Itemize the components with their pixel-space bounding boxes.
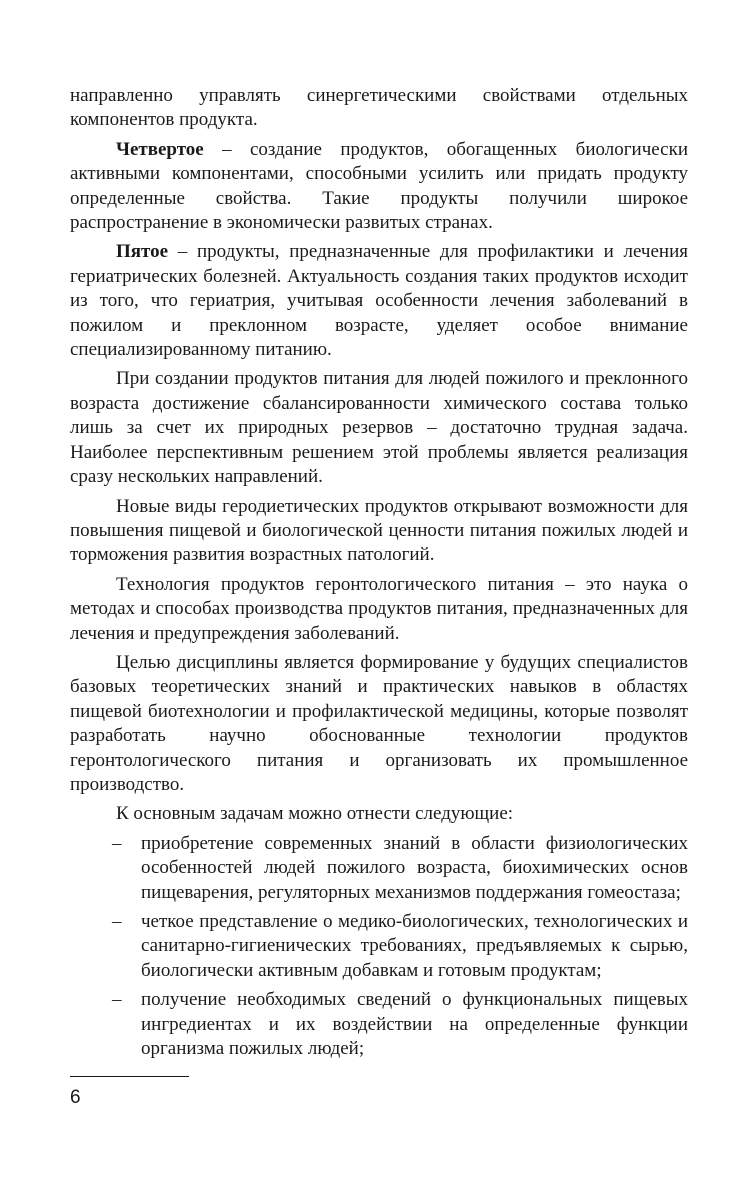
paragraph-tasks-intro: [70, 802, 688, 826]
tasks-list: [70, 832, 688, 1062]
paragraph-lead: Четвертое: [116, 138, 204, 160]
paragraph-new-products: [70, 495, 688, 568]
paragraph-fifth: [70, 240, 688, 362]
list-dash: –: [112, 911, 122, 932]
list-item: [70, 832, 688, 905]
paragraph-text: При создании продуктов питания для людей пожилого и преклонного возраста достижение сбалансированности химического состава только лишь за счет их природных резервов – достаточно трудная задача. Наиболее перспективным решением этой проблемы является реализация сразу нескольких направлений.: [70, 368, 688, 488]
paragraph-goal: [70, 651, 688, 797]
paragraph-text: К основным задачам можно отнести следующие:: [116, 803, 514, 825]
footer-rule: [70, 1076, 189, 1077]
paragraph-text: Новые виды геродиетических продуктов открывают возможности для повышения пищевой и биологической ценности питания пожилых людей и торможения развития возрастных патологий.: [70, 495, 688, 566]
body-text: [70, 84, 688, 1066]
paragraph-continuation: [70, 84, 688, 133]
paragraph-technology: [70, 573, 688, 646]
paragraph-lead: Пятое: [116, 241, 169, 263]
paragraph-text: – создание продуктов, обогащенных биологически активными компонентами, способными усилить или придать продукту определенные свойства. Такие продукты получили широкое распространение в экономически развитых странах.: [70, 138, 688, 234]
list-item-text: четкое представление о медико-биологических, технологических и санитарно-гигиенических требованиях, предъявляемых к сырью, биологически активным добавкам и готовым продуктам;: [141, 911, 688, 981]
list-item: [70, 910, 688, 983]
list-dash: –: [112, 989, 122, 1011]
list-item-text: приобретение современных знаний в области физиологических особенностей людей пожилого возраста, биохимических основ пищеварения, регуляторных механизмов поддержания гомеостаза;: [141, 832, 688, 903]
list-item-text: получение необходимых сведений о функциональных пищевых ингредиентах и их воздействии на определенные функции организма пожилых людей;: [141, 989, 688, 1060]
list-dash: –: [112, 832, 122, 854]
paragraph-text: Целью дисциплины является формирование у будущих специалистов базовых теоретических знаний и практических навыков в областях пищевой биотехнологии и профилактической медицины, которые позволят разработать научно обоснованные технологии продуктов геронтологического питания и организовать их промышленное производство.: [70, 651, 688, 795]
paragraph-balance: [70, 367, 688, 489]
paragraph-text: Технология продуктов геронтологического питания – это наука о методах и способах производства продуктов питания, предназначенных для лечения и предупреждения заболеваний.: [70, 573, 688, 644]
paragraph-text: направленно управлять синергетическими свойствами отдельных компонентов продукта.: [70, 85, 688, 131]
page-number: 6: [70, 1087, 81, 1108]
paragraph-text: – продукты, предназначенные для профилактики и лечения гериатрических болезней. Актуальность создания таких продуктов исходит из того, что гериатрия, учитывая особенности лечения заболеваний в пожилом и преклонном возрасте, уделяет особое внимание специализированному питанию.: [70, 241, 688, 361]
list-item: [70, 988, 688, 1061]
paragraph-fourth: [70, 138, 688, 236]
